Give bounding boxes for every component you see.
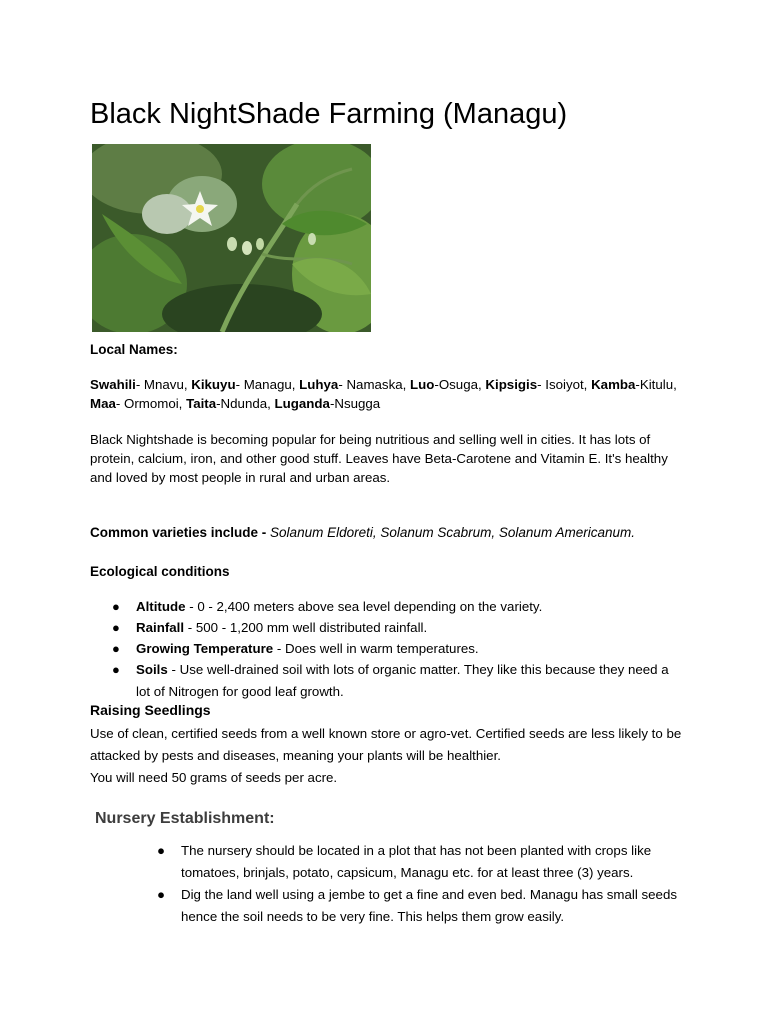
local-names-heading: Local Names: [90,342,178,357]
seedlings-body [90,723,690,789]
local-name-language: Luhya [299,377,339,392]
local-name-value: - Mnavu, [135,377,192,392]
bullet-icon: ● [157,843,166,858]
item-text: - Use well-drained soil with lots of organic matter. They like this because they need a lot of Nitrogen for good leaf growth. [136,662,669,699]
local-name-language: Kipsigis [485,377,538,392]
bullet-icon: ● [112,641,120,656]
bullet-icon: ● [112,620,120,635]
local-name-value: -Kitulu, [635,377,677,392]
item-text: Dig the land well using a jembe to get a fine and even bed. Managu has small seeds hence the soil needs to be very fine. This helps them grow easily. [181,887,677,924]
varieties-list: Solanum Eldoreti, Solanum Scabrum, Solanum Americanum. [270,525,635,540]
list-item [112,639,682,658]
page-title: Black NightShade Farming (Managu) [90,98,568,130]
plant-illustration [92,144,371,332]
local-name-language: Luo [410,377,435,392]
local-name-language: Luganda [274,396,330,411]
varieties-label: Common varieties include - [90,525,271,540]
varieties-line [90,523,690,542]
local-name-language: Swahili [90,377,136,392]
list-item [112,618,682,637]
item-text: - Does well in warm temperatures. [273,641,479,656]
local-name-value: - Isoiyot, [537,377,592,392]
list-item [112,597,682,616]
local-name-value: -Osuga, [434,377,486,392]
local-name-language: Taita [186,396,217,411]
nightshade-plant-photo [92,144,371,332]
list-item [157,840,687,884]
item-text: The nursery should be located in a plot that has not been planted with crops like tomatoes, brinjals, potato, capsicum, Managu etc. for at least three (3) years. [181,843,652,880]
local-name-language: Kikuyu [191,377,236,392]
bullet-icon: ● [112,662,120,677]
item-term: Growing Temperature [136,641,274,656]
item-term: Rainfall [136,620,185,635]
ecological-heading: Ecological conditions [90,564,230,579]
item-term: Altitude [136,599,186,614]
ecological-list [112,597,682,705]
local-name-value: - Namaska, [338,377,411,392]
list-item [112,659,682,703]
item-text: - 500 - 1,200 mm well distributed rainfall. [184,620,428,635]
seedlings-quantity: You will need 50 grams of seeds per acre. [90,770,338,785]
local-name-value: - Managu, [235,377,300,392]
list-item [157,884,687,928]
bullet-icon: ● [157,887,166,902]
local-name-language: Maa [90,396,116,411]
nursery-list [157,840,687,928]
bullet-icon: ● [112,599,120,614]
item-text: - 0 - 2,400 meters above sea level depending on the variety. [185,599,543,614]
local-name-value: - Ormomoi, [115,396,187,411]
local-name-language: Kamba [591,377,636,392]
description-paragraph: Black Nightshade is becoming popular for being nutritious and selling well in cities. It has lots of protein, calcium, iron, and other good stuff. Leaves have Beta-Carotene and Vitamin E. It's healthy and loved by most people in rural and urban areas. [90,432,668,485]
nursery-heading: Nursery Establishment: [95,810,275,827]
local-names-list [90,375,690,413]
local-name-value: -Ndunda, [216,396,275,411]
seedlings-heading: Raising Seedlings [90,702,211,718]
seedlings-paragraph: Use of clean, certified seeds from a well known store or agro-vet. Certified seeds are less likely to be attacked by pests and diseases, meaning your plants will be healthier. [90,726,682,763]
local-name-value: -Nsugga [329,396,381,411]
item-term: Soils [136,662,168,677]
